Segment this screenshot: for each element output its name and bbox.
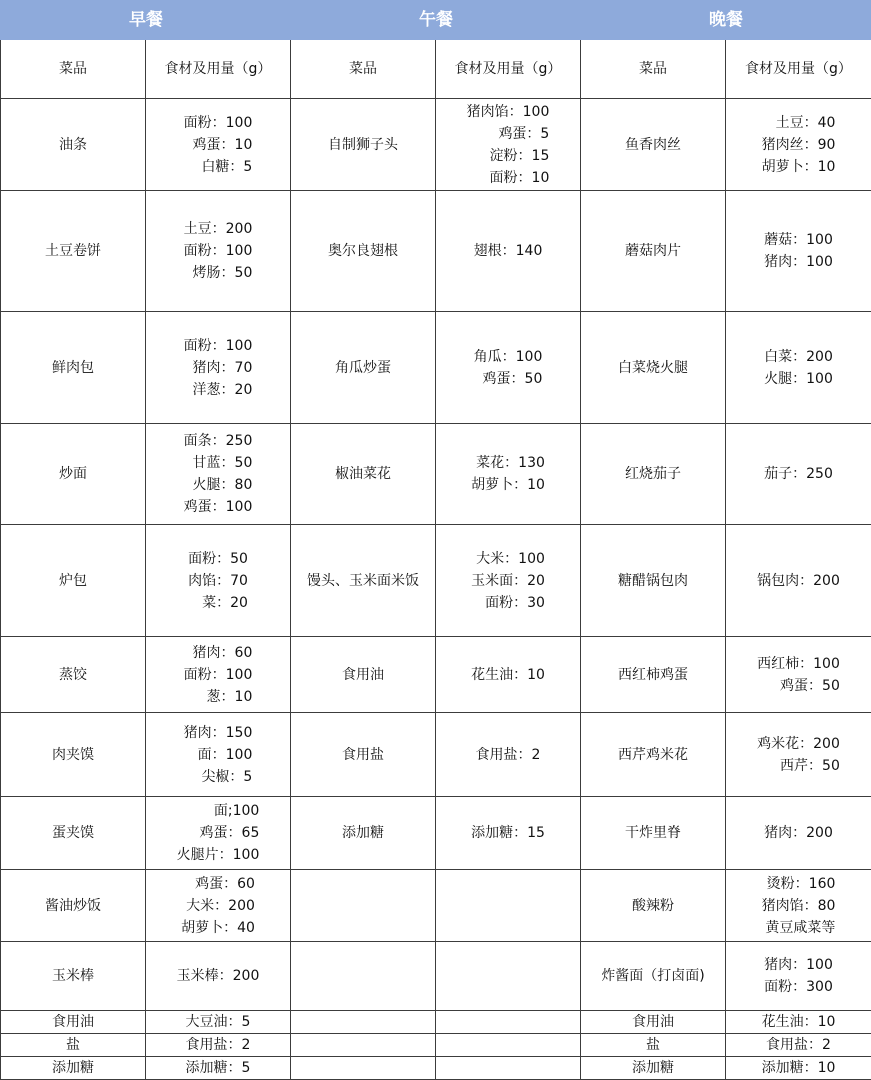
ingredient-list: [471, 664, 545, 686]
dish-cell: 油条: [1, 99, 146, 191]
ingredient-line: 鸡米花：200: [757, 733, 840, 755]
dish-cell: 蛋夹馍: [1, 797, 146, 870]
ingredients-cell: [726, 99, 871, 191]
ingredient-list: [764, 954, 833, 998]
dish-cell: 土豆卷饼: [1, 191, 146, 312]
ingredient-line: 面粉：100: [184, 335, 253, 357]
ingredients-cell: [436, 637, 581, 713]
dish-cell: 馒头、玉米面米饭: [291, 525, 436, 637]
ingredient-line: 添加糖：10: [762, 1057, 836, 1079]
dish-cell: 白菜烧火腿: [581, 312, 726, 424]
ingredient-line: 烫粉：160: [762, 873, 836, 895]
dish-cell: [291, 870, 436, 942]
ingredient-line: 胡萝卜：40: [181, 917, 255, 939]
ingredient-line: 花生油：10: [471, 664, 545, 686]
table-row: [1, 637, 871, 713]
ingredients-cell: [726, 1057, 871, 1080]
column-header: 食材及用量（g）: [146, 40, 291, 99]
ingredient-line: 猪肉：60: [184, 642, 253, 664]
ingredient-line: 大米：200: [181, 895, 255, 917]
dish-cell: 玉米棒: [1, 942, 146, 1011]
meal-header-breakfast: 早餐: [1, 1, 291, 40]
ingredient-line: 菜：20: [188, 592, 248, 614]
dish-cell: 盐: [1, 1034, 146, 1057]
ingredient-line: 大米：100: [471, 548, 545, 570]
ingredient-list: [188, 548, 248, 614]
ingredients-cell: [146, 191, 291, 312]
dish-cell: 奥尔良翅根: [291, 191, 436, 312]
dish-cell: [291, 1057, 436, 1080]
ingredient-list: [757, 570, 840, 592]
ingredients-cell: [726, 870, 871, 942]
ingredient-line: 土豆：40: [762, 112, 836, 134]
ingredient-line: 胡萝卜：10: [762, 156, 836, 178]
dish-cell: 炉包: [1, 525, 146, 637]
ingredient-list: [186, 1034, 251, 1056]
ingredient-line: 鸡蛋：10: [184, 134, 253, 156]
meal-header-lunch: 午餐: [291, 1, 581, 40]
ingredient-line: 食用盐：2: [186, 1034, 251, 1056]
ingredient-line: 胡萝卜：10: [471, 474, 545, 496]
dish-cell: 炸酱面（打卤面): [581, 942, 726, 1011]
column-header: 菜品: [581, 40, 726, 99]
ingredient-list: [764, 346, 833, 390]
ingredient-line: 鸡蛋：50: [757, 675, 840, 697]
ingredients-cell: [726, 637, 871, 713]
column-header: 菜品: [1, 40, 146, 99]
ingredient-list: [474, 346, 543, 390]
ingredient-list: [766, 1034, 831, 1056]
dish-cell: [291, 1011, 436, 1034]
ingredient-list: [184, 335, 253, 401]
ingredient-line: 面粉：300: [764, 976, 833, 998]
table-row: [1, 99, 871, 191]
ingredient-line: 食用盐：2: [766, 1034, 831, 1056]
dish-cell: 自制狮子头: [291, 99, 436, 191]
ingredient-line: 猪肉：100: [764, 954, 833, 976]
ingredient-list: [757, 653, 840, 697]
ingredients-cell: [146, 99, 291, 191]
ingredients-cell: [146, 1057, 291, 1080]
ingredients-cell: [436, 1034, 581, 1057]
dish-cell: 酱油炒饭: [1, 870, 146, 942]
ingredient-line: 烤肠：50: [184, 262, 253, 284]
ingredients-cell: [726, 1034, 871, 1057]
meal-header-row: [1, 1, 871, 40]
ingredient-line: 花生油：10: [762, 1011, 836, 1033]
dish-cell: [291, 1034, 436, 1057]
ingredient-list: [467, 101, 550, 189]
ingredient-line: 面：100: [184, 744, 253, 766]
ingredient-list: [184, 642, 253, 708]
ingredients-cell: [436, 797, 581, 870]
ingredient-list: [757, 733, 840, 777]
ingredient-line: 洋葱：20: [184, 379, 253, 401]
ingredient-list: [184, 430, 253, 518]
ingredient-line: 火腿：100: [764, 368, 833, 390]
ingredients-cell: [436, 1057, 581, 1080]
ingredient-line: 大豆油：5: [186, 1011, 251, 1033]
ingredients-cell: [146, 942, 291, 1011]
dish-cell: 西红柿鸡蛋: [581, 637, 726, 713]
dish-cell: 肉夹馍: [1, 713, 146, 797]
ingredients-cell: [436, 713, 581, 797]
dish-cell: 椒油菜花: [291, 424, 436, 525]
ingredient-line: 翅根：140: [474, 240, 543, 262]
table-row: [1, 424, 871, 525]
dish-cell: 糖醋锅包肉: [581, 525, 726, 637]
ingredients-cell: [146, 713, 291, 797]
ingredients-cell: [436, 99, 581, 191]
ingredient-line: 肉馅：70: [188, 570, 248, 592]
ingredient-list: [474, 240, 543, 262]
dish-cell: 添加糖: [1, 1057, 146, 1080]
ingredients-cell: [436, 942, 581, 1011]
ingredients-cell: [726, 191, 871, 312]
ingredients-cell: [726, 713, 871, 797]
ingredient-line: 土豆：200: [184, 218, 253, 240]
dish-cell: 食用油: [291, 637, 436, 713]
ingredient-line: 猪肉馅：80: [762, 895, 836, 917]
ingredient-list: [177, 965, 260, 987]
ingredient-list: [177, 800, 260, 866]
ingredient-list: [471, 822, 545, 844]
dish-cell: 鱼香肉丝: [581, 99, 726, 191]
dish-cell: 食用油: [581, 1011, 726, 1034]
ingredients-cell: [436, 312, 581, 424]
ingredient-list: [471, 452, 545, 496]
table-row: [1, 525, 871, 637]
ingredient-line: 蘑菇：100: [764, 229, 833, 251]
ingredient-line: 锅包肉：200: [757, 570, 840, 592]
ingredient-line: 菜花：130: [471, 452, 545, 474]
ingredient-line: 西芹：50: [757, 755, 840, 777]
ingredients-cell: [726, 797, 871, 870]
ingredients-cell: [726, 1011, 871, 1034]
ingredient-list: [764, 463, 833, 485]
ingredient-list: [476, 744, 541, 766]
ingredients-cell: [146, 797, 291, 870]
ingredient-line: 甘蓝：50: [184, 452, 253, 474]
dish-cell: 酸辣粉: [581, 870, 726, 942]
dish-cell: 炒面: [1, 424, 146, 525]
ingredient-line: 鸡蛋：5: [467, 123, 550, 145]
dish-cell: 添加糖: [581, 1057, 726, 1080]
ingredient-line: 黄豆咸菜等: [762, 917, 836, 939]
ingredient-list: [181, 873, 255, 939]
ingredient-list: [186, 1011, 251, 1033]
table-row: [1, 713, 871, 797]
dish-cell: [291, 942, 436, 1011]
column-header-row: [1, 40, 871, 99]
ingredient-line: 添加糖：5: [186, 1057, 251, 1079]
ingredient-line: 添加糖：15: [471, 822, 545, 844]
column-header: 食材及用量（g）: [436, 40, 581, 99]
ingredients-cell: [146, 424, 291, 525]
table-row: [1, 312, 871, 424]
dish-cell: 添加糖: [291, 797, 436, 870]
dish-cell: 食用油: [1, 1011, 146, 1034]
ingredient-line: 面粉：30: [471, 592, 545, 614]
ingredient-line: 鸡蛋：60: [181, 873, 255, 895]
ingredients-cell: [146, 1034, 291, 1057]
ingredient-line: 食用盐：2: [476, 744, 541, 766]
ingredients-cell: [436, 1011, 581, 1034]
ingredients-cell: [146, 312, 291, 424]
ingredient-line: 面粉：50: [188, 548, 248, 570]
ingredient-list: [764, 229, 833, 273]
ingredient-list: [762, 1011, 836, 1033]
ingredient-list: [764, 822, 833, 844]
table-row: [1, 870, 871, 942]
ingredient-line: 面粉：10: [467, 167, 550, 189]
dish-cell: 食用盐: [291, 713, 436, 797]
meal-header-dinner: 晚餐: [581, 1, 871, 40]
ingredient-line: 面条：250: [184, 430, 253, 452]
ingredients-cell: [146, 1011, 291, 1034]
dish-cell: 红烧茄子: [581, 424, 726, 525]
ingredient-line: 猪肉：200: [764, 822, 833, 844]
ingredient-line: 白糖：5: [184, 156, 253, 178]
ingredients-cell: [436, 525, 581, 637]
ingredient-list: [184, 112, 253, 178]
ingredient-line: 面粉：100: [184, 112, 253, 134]
ingredient-list: [762, 1057, 836, 1079]
dish-cell: 西芹鸡米花: [581, 713, 726, 797]
ingredients-cell: [436, 424, 581, 525]
ingredient-line: 玉米面：20: [471, 570, 545, 592]
ingredient-line: 面粉：100: [184, 664, 253, 686]
ingredients-cell: [146, 870, 291, 942]
dish-cell: 鲜肉包: [1, 312, 146, 424]
ingredient-list: [184, 218, 253, 284]
ingredient-line: 淀粉：15: [467, 145, 550, 167]
ingredient-list: [471, 548, 545, 614]
column-header: 食材及用量（g）: [726, 40, 871, 99]
ingredients-cell: [726, 312, 871, 424]
dish-cell: 盐: [581, 1034, 726, 1057]
ingredient-line: 火腿：80: [184, 474, 253, 496]
ingredient-line: 西红柿：100: [757, 653, 840, 675]
ingredient-list: [186, 1057, 251, 1079]
table-row: [1, 942, 871, 1011]
ingredients-cell: [726, 424, 871, 525]
table-row: [1, 1011, 871, 1034]
ingredient-line: 尖椒：5: [184, 766, 253, 788]
ingredients-cell: [146, 637, 291, 713]
column-header: 菜品: [291, 40, 436, 99]
ingredient-list: [184, 722, 253, 788]
ingredient-line: 鸡蛋：65: [177, 822, 260, 844]
table-row: [1, 191, 871, 312]
ingredient-line: 猪肉馅：100: [467, 101, 550, 123]
dish-cell: 蘑菇肉片: [581, 191, 726, 312]
ingredient-line: 猪肉丝：90: [762, 134, 836, 156]
ingredients-cell: [726, 942, 871, 1011]
table-row: [1, 797, 871, 870]
ingredients-cell: [436, 191, 581, 312]
ingredient-line: 玉米棒：200: [177, 965, 260, 987]
ingredients-cell: [436, 870, 581, 942]
dish-cell: 角瓜炒蛋: [291, 312, 436, 424]
ingredient-line: 角瓜：100: [474, 346, 543, 368]
ingredient-line: 猪肉：150: [184, 722, 253, 744]
ingredient-list: [762, 873, 836, 939]
ingredient-line: 猪肉：70: [184, 357, 253, 379]
ingredient-line: 鸡蛋：50: [474, 368, 543, 390]
ingredient-line: 猪肉：100: [764, 251, 833, 273]
ingredient-line: 火腿片：100: [177, 844, 260, 866]
table-row: [1, 1057, 871, 1080]
dish-cell: 干炸里脊: [581, 797, 726, 870]
ingredient-line: 葱：10: [184, 686, 253, 708]
ingredient-line: 茄子：250: [764, 463, 833, 485]
ingredients-cell: [146, 525, 291, 637]
dish-cell: 蒸饺: [1, 637, 146, 713]
table-row: [1, 1034, 871, 1057]
ingredient-line: 白菜：200: [764, 346, 833, 368]
ingredients-cell: [726, 525, 871, 637]
ingredient-line: 面;100: [177, 800, 260, 822]
ingredient-list: [762, 112, 836, 178]
ingredient-line: 面粉：100: [184, 240, 253, 262]
ingredient-line: 鸡蛋：100: [184, 496, 253, 518]
